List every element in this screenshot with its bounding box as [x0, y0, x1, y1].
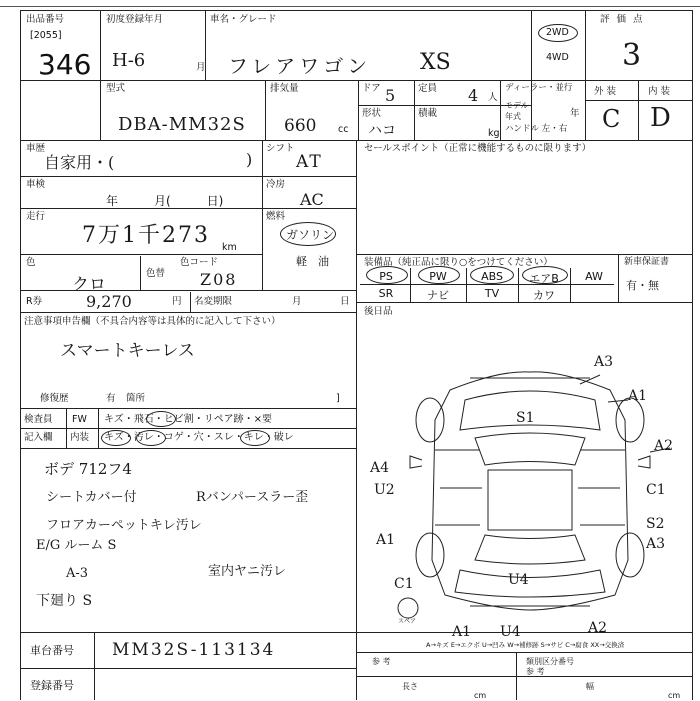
remark-5: A-3 [66, 566, 89, 581]
shape-value: ハコ [368, 123, 396, 139]
mark-c1-left: C1 [394, 576, 414, 592]
history-close: ) [246, 150, 253, 169]
mark-s1: S1 [516, 410, 535, 426]
seats-label: 定員 [418, 83, 438, 94]
model-value: DBA-MM32S [118, 114, 246, 135]
fuel-oil: 油 [318, 255, 329, 268]
equip-navi: ナビ [427, 289, 449, 302]
score-value: 3 [622, 38, 642, 73]
inspector-label2: 記入欄 [24, 432, 53, 443]
remark-right: Rバンパースラー歪 [196, 490, 309, 505]
era-value: H-6 [112, 50, 146, 71]
repair-has: 有 [106, 393, 116, 404]
shift-value: AT [296, 152, 323, 172]
mark-u4-bottom: U4 [500, 624, 521, 640]
mark-u4-center: U4 [508, 572, 529, 588]
mark-a4-left: A4 [370, 460, 390, 476]
fuel-label: 燃料 [266, 211, 286, 222]
ac-label: 冷房 [266, 179, 286, 190]
aftermarket-label: 後日品 [364, 306, 393, 317]
recycle-value: 9,270 [86, 292, 132, 311]
ref-label-1: 参 考 [372, 657, 391, 666]
repair-label: 修復歴 [40, 393, 69, 404]
mark-a3-right: A3 [646, 536, 666, 552]
ac-value: AC [300, 190, 324, 209]
row-rule-1 [20, 80, 692, 81]
frame-left [20, 10, 21, 700]
shift-label: シフト [266, 143, 295, 154]
inspector-label1: 検査員 [24, 414, 53, 425]
title-due-label: 名変期限 [194, 296, 233, 307]
inspector-fw: FW [72, 414, 87, 425]
displacement-label: 排気量 [270, 83, 299, 94]
color-code-label: 色コード [180, 257, 219, 268]
equip-leather: カワ [533, 289, 555, 302]
remark-3: フロアカーペットキレ汚レ [46, 518, 202, 533]
model-year-label: モデル年式 [505, 101, 529, 121]
remark-4: E/G ルーム S [36, 538, 117, 553]
warranty-label: 新車保証書 [624, 257, 670, 267]
mark-c1-right: C1 [646, 482, 666, 498]
length-label: 長さ [402, 682, 418, 691]
history-value: 自家用・( [44, 153, 115, 172]
inspector-naisou: 内装 [70, 432, 90, 443]
drive-4wd: 4WD [546, 52, 569, 63]
ref-label-2: 参 考 [526, 667, 545, 676]
inspection-label: 車検 [26, 179, 46, 190]
inspector-line1: キズ・飛石・ヒビ割・リペア跡・×要 [104, 414, 272, 425]
equip-tv: TV [484, 287, 500, 300]
doors-label: ドア [362, 83, 381, 94]
interior-label: 内 装 [648, 86, 671, 97]
shape-label: 形状 [362, 108, 382, 119]
top-rule [0, 6, 700, 7]
class-label: 類別区分番号 [526, 657, 574, 666]
equip-airbag: エアB [529, 272, 559, 285]
equipment-label: 装備品（純正品に限り○をつけてください） [364, 257, 553, 268]
seats-unit: 人 [488, 92, 498, 103]
fuel-light: 軽 [296, 255, 307, 268]
drive-2wd: 2WD [546, 27, 569, 38]
color-value: クロ [72, 275, 106, 295]
selling-points-label: セールスポイント（正常に機能するものに限ります） [364, 143, 592, 154]
first-reg-label: 初度登録年月 [106, 14, 164, 25]
lot-number: 346 [38, 48, 92, 81]
km-unit: km [222, 242, 237, 253]
lot-sub: [2055] [30, 30, 62, 41]
mark-u2-left: U2 [374, 482, 395, 498]
fuel-gas: ガソリン [286, 228, 335, 242]
equip-abs: ABS [481, 270, 503, 283]
kg-unit: kg [488, 128, 500, 139]
color-code-value: Z08 [200, 270, 238, 289]
cm-unit-2: cm [668, 691, 681, 700]
doors-value: 5 [385, 86, 396, 105]
recycle-label: R券 [26, 296, 43, 307]
mileage-label: 走行 [26, 211, 46, 222]
mark-a1-right: A1 [628, 388, 648, 404]
month-unit-2: 月 [292, 296, 302, 307]
equip-sr: SR [378, 287, 394, 300]
load-label: 積載 [418, 108, 438, 119]
repair-place: 箇所 [126, 393, 146, 404]
history-label: 車歴 [26, 143, 46, 154]
handle-label: ハンドル 左・右 [505, 124, 568, 134]
chassis-label: 車台番号 [30, 644, 74, 657]
color-label: 色 [26, 257, 36, 268]
mark-a2-right: A2 [654, 438, 674, 454]
displacement-value: 660 [284, 116, 317, 136]
year-unit: 年 [570, 108, 580, 119]
remark-right-2: 室内ヤニ汚レ [208, 564, 287, 579]
registration-label: 登録番号 [30, 679, 74, 692]
mark-s2-right: S2 [646, 516, 665, 532]
remark-2: シートカバー付 [46, 490, 137, 505]
seats-value: 4 [468, 86, 479, 105]
notes-label: 注意事項申告欄（不具合内容等は具体的に記入して下さい） [24, 316, 281, 327]
mark-a1-left: A1 [376, 532, 396, 548]
spare-label: スペア [398, 618, 417, 625]
width-label: 幅 [586, 682, 594, 691]
day-unit: 日 [340, 296, 350, 307]
car-name: フレアワゴン [228, 54, 372, 78]
grade: XS [420, 50, 451, 75]
chassis-value: MM32S-113134 [112, 640, 276, 660]
color-change-label: 色替 [146, 268, 166, 279]
remark-6: 下廻り S [36, 593, 93, 609]
model-label: 型式 [106, 83, 126, 94]
warranty-value: 有・無 [626, 279, 659, 292]
equip-pw: PW [429, 270, 447, 283]
mark-a3-top: A3 [594, 354, 614, 370]
exterior-grade: C [602, 105, 621, 133]
exterior-label: 外 装 [594, 86, 617, 97]
equip-ps: PS [379, 270, 393, 283]
lot-label: 出品番号 [26, 14, 65, 25]
score-label: 評 価 点 [600, 14, 645, 25]
cm-unit-1: cm [474, 691, 487, 700]
car-name-label: 車名・グレード [210, 14, 277, 25]
interior-grade: D [650, 103, 671, 133]
legend: A→キズ E→エクボ U→凹み W→補修跡 S→サビ C→腐食 XX→交換済 [426, 641, 625, 649]
notes-value: スマートキーレス [60, 341, 195, 361]
cc-unit: cc [338, 124, 349, 135]
inspection-date: 年 月( 日) [106, 194, 224, 208]
mark-a2-bottom: A2 [588, 620, 608, 636]
remark-1: ボデ 712フ4 [44, 460, 132, 478]
frame-right [692, 10, 693, 700]
equip-aw: AW [585, 270, 603, 283]
yen-unit: 円 [172, 296, 182, 307]
dealer-label: ディーラー・並行 [505, 83, 573, 93]
mileage-value: 7万1千273 [82, 223, 210, 248]
month-unit: 月 [196, 62, 206, 73]
repair-close: ] [336, 393, 340, 404]
inspector-line2: キズ・汚レ・コゲ・穴・スレ・キレ・破レ [104, 432, 294, 443]
frame-top [20, 10, 692, 11]
mark-a1-bottom: A1 [452, 624, 472, 640]
